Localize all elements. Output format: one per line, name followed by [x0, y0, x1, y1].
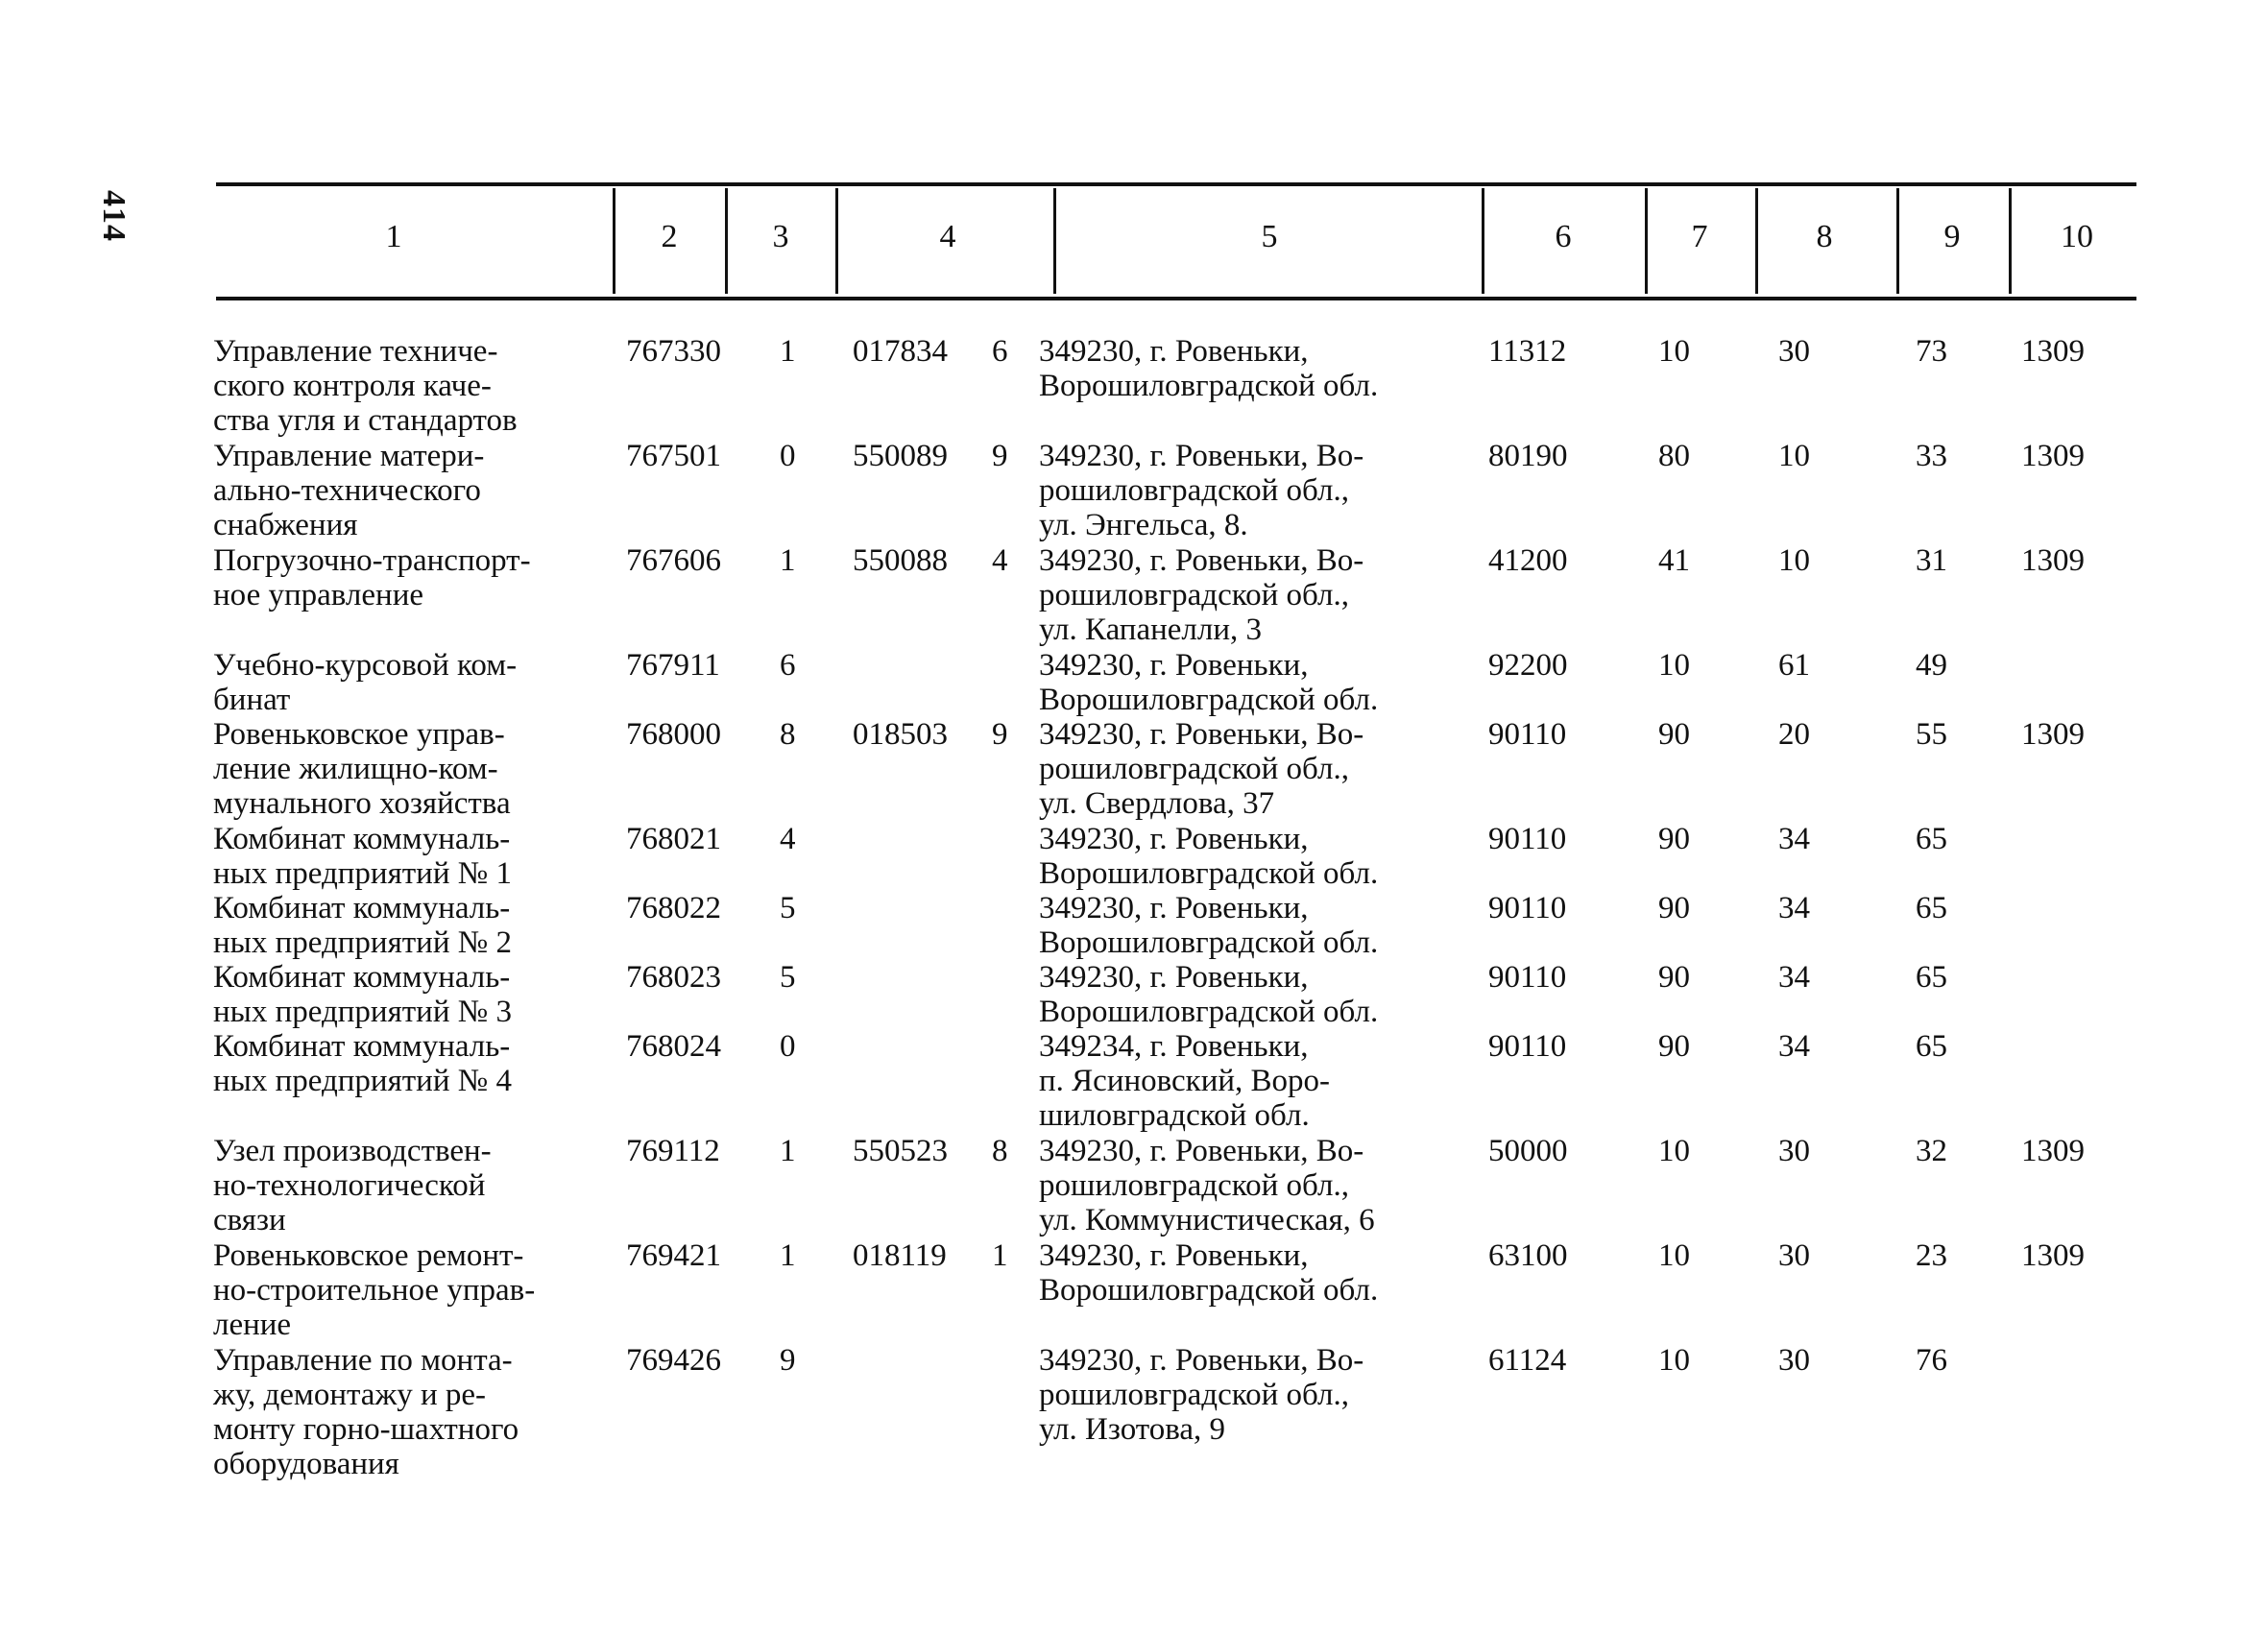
- okpo-code: 769426: [626, 1343, 721, 1378]
- table-row: [0, 891, 2268, 960]
- column-divider: [1896, 188, 1899, 294]
- check-digit: 1: [780, 334, 796, 369]
- column-6-value: 61124: [1488, 1343, 1567, 1378]
- column-9-value: 65: [1916, 822, 1947, 856]
- table-row: [0, 1343, 2268, 1483]
- address: 349230, г. Ровеньки, Во- рошиловградской обл., ул. Коммунистическая, 6: [1039, 1134, 1375, 1237]
- column-8-value: 30: [1778, 1238, 1810, 1273]
- column-6-value: 80190: [1488, 439, 1568, 473]
- check-digit: 0: [780, 1029, 796, 1064]
- okpo-code: 769421: [626, 1238, 721, 1273]
- column-header-2: 2: [661, 219, 678, 254]
- column-divider: [1755, 188, 1758, 294]
- column-6-value: 41200: [1488, 543, 1568, 578]
- check-digit: 1: [780, 543, 796, 578]
- column-7-value: 10: [1658, 648, 1690, 683]
- table-body: [0, 334, 2268, 1483]
- column-6-value: 90110: [1488, 891, 1567, 925]
- column-9-value: 55: [1916, 717, 1947, 752]
- organization-name: Управление техниче- ского контроля каче- ства угля и стандартов: [213, 334, 518, 438]
- column-7-value: 10: [1658, 1238, 1690, 1273]
- address: 349230, г. Ровеньки, Ворошиловградской обл.: [1039, 891, 1379, 960]
- column-divider: [1053, 188, 1056, 294]
- ministry-code: 017834: [853, 334, 948, 369]
- address: 349230, г. Ровеньки, Во- рошиловградской обл., ул. Свердлова, 37: [1039, 717, 1364, 821]
- column-7-value: 90: [1658, 822, 1690, 856]
- ministry-check-digit: 8: [992, 1134, 1008, 1168]
- table-row: [0, 1134, 2268, 1238]
- column-8-value: 10: [1778, 439, 1810, 473]
- column-7-value: 90: [1658, 1029, 1690, 1064]
- column-header-10: 10: [2061, 219, 2093, 254]
- column-7-value: 10: [1658, 1134, 1690, 1168]
- organization-name: Управление по монта- жу, демонтажу и ре- монту горно-шахтного оборудования: [213, 1343, 519, 1481]
- column-10-value: 1309: [2021, 1238, 2085, 1273]
- column-8-value: 34: [1778, 822, 1810, 856]
- column-divider: [1482, 188, 1484, 294]
- address: 349230, г. Ровеньки, Ворошиловградской обл.: [1039, 822, 1379, 891]
- column-header-9: 9: [1943, 219, 1961, 254]
- address: 349234, г. Ровеньки, п. Ясиновский, Воро- шиловградской обл.: [1039, 1029, 1331, 1133]
- organization-name: Учебно-курсовой ком- бинат: [213, 648, 518, 717]
- column-header-1: 1: [385, 219, 402, 254]
- column-6-value: 50000: [1488, 1134, 1568, 1168]
- column-8-value: 20: [1778, 717, 1810, 752]
- check-digit: 1: [780, 1238, 796, 1273]
- column-7-value: 10: [1658, 334, 1690, 369]
- okpo-code: 768024: [626, 1029, 721, 1064]
- ministry-code: 550523: [853, 1134, 948, 1168]
- column-10-value: 1309: [2021, 439, 2085, 473]
- check-digit: 4: [780, 822, 796, 856]
- check-digit: 5: [780, 960, 796, 995]
- column-6-value: 90110: [1488, 822, 1567, 856]
- column-divider: [2009, 188, 2012, 294]
- column-header-5: 5: [1261, 219, 1278, 254]
- organization-name: Ровеньковское ремонт- но-строительное управ- ление: [213, 1238, 536, 1342]
- ministry-code: 018503: [853, 717, 948, 752]
- column-8-value: 30: [1778, 334, 1810, 369]
- column-6-value: 92200: [1488, 648, 1568, 683]
- column-divider: [835, 188, 838, 294]
- okpo-code: 767330: [626, 334, 721, 369]
- column-9-value: 32: [1916, 1134, 1947, 1168]
- column-7-value: 90: [1658, 717, 1690, 752]
- check-digit: 5: [780, 891, 796, 925]
- table-row: [0, 648, 2268, 717]
- column-7-value: 90: [1658, 891, 1690, 925]
- column-10-value: 1309: [2021, 334, 2085, 369]
- ministry-code: 018119: [853, 1238, 947, 1273]
- check-digit: 9: [780, 1343, 796, 1378]
- organization-name: Комбинат коммуналь- ных предприятий № 4: [213, 1029, 512, 1098]
- check-digit: 1: [780, 1134, 796, 1168]
- column-6-value: 90110: [1488, 1029, 1567, 1064]
- column-9-value: 65: [1916, 891, 1947, 925]
- address: 349230, г. Ровеньки, Во- рошиловградской обл., ул. Капанелли, 3: [1039, 543, 1364, 647]
- table-row: [0, 822, 2268, 891]
- column-8-value: 34: [1778, 891, 1810, 925]
- okpo-code: 768023: [626, 960, 721, 995]
- ministry-check-digit: 9: [992, 439, 1008, 473]
- column-9-value: 73: [1916, 334, 1947, 369]
- column-9-value: 76: [1916, 1343, 1947, 1378]
- column-8-value: 10: [1778, 543, 1810, 578]
- column-10-value: 1309: [2021, 717, 2085, 752]
- column-divider: [613, 188, 615, 294]
- column-6-value: 63100: [1488, 1238, 1568, 1273]
- okpo-code: 768000: [626, 717, 721, 752]
- table-row: [0, 960, 2268, 1029]
- column-8-value: 30: [1778, 1343, 1810, 1378]
- table-row: [0, 1029, 2268, 1134]
- organization-name: Комбинат коммуналь- ных предприятий № 2: [213, 891, 512, 960]
- ministry-check-digit: 9: [992, 717, 1008, 752]
- table-header-rule: [216, 297, 2136, 300]
- page-number: 414: [96, 190, 132, 242]
- column-7-value: 10: [1658, 1343, 1690, 1378]
- column-6-value: 90110: [1488, 717, 1567, 752]
- okpo-code: 767606: [626, 543, 721, 578]
- column-9-value: 31: [1916, 543, 1947, 578]
- column-8-value: 61: [1778, 648, 1810, 683]
- okpo-code: 768022: [626, 891, 721, 925]
- column-7-value: 90: [1658, 960, 1690, 995]
- column-6-value: 90110: [1488, 960, 1567, 995]
- column-6-value: 11312: [1488, 334, 1567, 369]
- column-header-3: 3: [772, 219, 789, 254]
- address: 349230, г. Ровеньки, Во- рошиловградской обл., ул. Изотова, 9: [1039, 1343, 1364, 1447]
- okpo-code: 768021: [626, 822, 721, 856]
- table-row: [0, 543, 2268, 648]
- table-row: [0, 717, 2268, 822]
- okpo-code: 767911: [626, 648, 720, 683]
- check-digit: 8: [780, 717, 796, 752]
- column-header-8: 8: [1816, 219, 1833, 254]
- column-divider: [1645, 188, 1648, 294]
- column-9-value: 65: [1916, 960, 1947, 995]
- column-10-value: 1309: [2021, 543, 2085, 578]
- okpo-code: 767501: [626, 439, 721, 473]
- column-9-value: 49: [1916, 648, 1947, 683]
- table-row: [0, 439, 2268, 543]
- address: 349230, г. Ровеньки, Во- рошиловградской обл., ул. Энгельса, 8.: [1039, 439, 1364, 542]
- column-header-4: 4: [939, 219, 956, 254]
- table-row: [0, 334, 2268, 439]
- column-10-value: 1309: [2021, 1134, 2085, 1168]
- column-divider: [725, 188, 728, 294]
- address: 349230, г. Ровеньки, Ворошиловградской обл.: [1039, 960, 1379, 1029]
- ministry-check-digit: 6: [992, 334, 1008, 369]
- column-9-value: 23: [1916, 1238, 1947, 1273]
- table-row: [0, 1238, 2268, 1343]
- column-8-value: 34: [1778, 1029, 1810, 1064]
- address: 349230, г. Ровеньки, Ворошиловградской обл.: [1039, 334, 1379, 403]
- organization-name: Комбинат коммуналь- ных предприятий № 3: [213, 960, 512, 1029]
- ministry-code: 550089: [853, 439, 948, 473]
- column-header-6: 6: [1555, 219, 1572, 254]
- table-top-rule: [216, 182, 2136, 186]
- column-8-value: 34: [1778, 960, 1810, 995]
- organization-name: Погрузочно-транспорт- ное управление: [213, 543, 531, 612]
- ministry-check-digit: 1: [992, 1238, 1008, 1273]
- column-8-value: 30: [1778, 1134, 1810, 1168]
- ministry-check-digit: 4: [992, 543, 1008, 578]
- ministry-code: 550088: [853, 543, 948, 578]
- organization-name: Ровеньковское управ- ление жилищно-ком- мунального хозяйства: [213, 717, 511, 821]
- column-9-value: 65: [1916, 1029, 1947, 1064]
- column-9-value: 33: [1916, 439, 1947, 473]
- column-7-value: 41: [1658, 543, 1690, 578]
- organization-name: Узел производствен- но-технологической связи: [213, 1134, 492, 1237]
- column-header-7: 7: [1691, 219, 1708, 254]
- check-digit: 6: [780, 648, 796, 683]
- check-digit: 0: [780, 439, 796, 473]
- organization-name: Комбинат коммуналь- ных предприятий № 1: [213, 822, 512, 891]
- organization-name: Управление матери- ально-технического снабжения: [213, 439, 485, 542]
- column-7-value: 80: [1658, 439, 1690, 473]
- address: 349230, г. Ровеньки, Ворошиловградской обл.: [1039, 648, 1379, 717]
- address: 349230, г. Ровеньки, Ворошиловградской обл.: [1039, 1238, 1379, 1308]
- okpo-code: 769112: [626, 1134, 720, 1168]
